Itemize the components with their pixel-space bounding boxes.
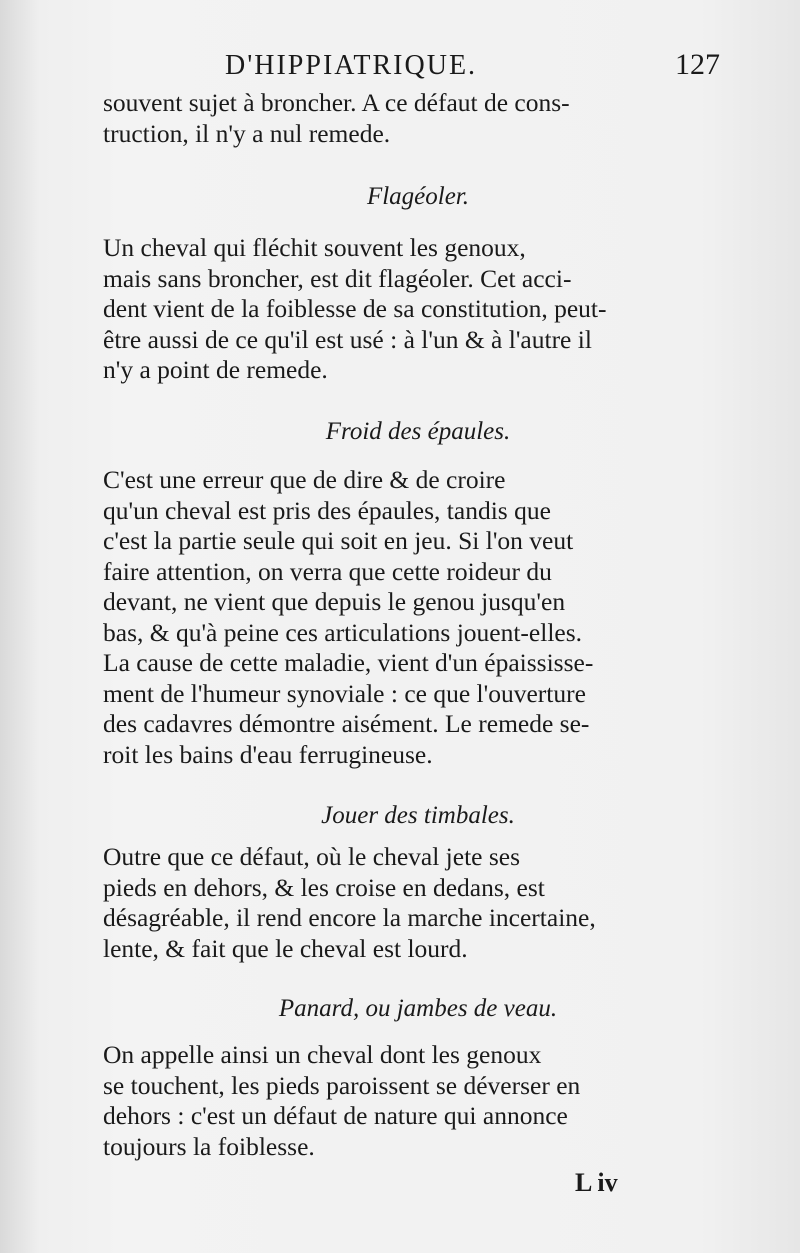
text-line: pieds en dehors, & les croise en dedans, est bbox=[103, 872, 545, 902]
text-line: souvent sujet à broncher. A ce défaut de cons- bbox=[103, 88, 570, 117]
text-line: être aussi de ce qu'il est usé : à l'un & à l'autre il bbox=[103, 324, 592, 354]
section-paragraph-froid-des-epaules bbox=[103, 465, 733, 770]
text-line: truction, il n'y a nul remede. bbox=[103, 118, 391, 148]
text-line: C'est une erreur que de dire & de croire bbox=[103, 465, 506, 494]
section-heading-panard: Panard, ou jambes de veau. bbox=[278, 995, 558, 1022]
text-line: c'est la partie seule qui soit en jeu. Si l'on veut bbox=[103, 526, 574, 555]
text-line: dehors : c'est un défaut de nature qui annonce bbox=[103, 1101, 568, 1130]
catchword: L iv bbox=[575, 1168, 618, 1197]
text-line: mais sans broncher, est dit flagéoler. Cet acci- bbox=[103, 263, 572, 293]
text-line: des cadavres démontre aisément. Le remede se- bbox=[103, 709, 590, 738]
text-line: n'y a point de remede. bbox=[103, 355, 328, 384]
text-line: se touchent, les pieds paroissent se déverser en bbox=[103, 1070, 581, 1100]
text-line: toujours la foiblesse. bbox=[103, 1131, 315, 1161]
text-line: désagréable, il rend encore la marche incertaine, bbox=[103, 903, 596, 932]
section-paragraph-jouer-des-timbales bbox=[103, 842, 733, 964]
text-line: lente, & fait que le cheval est lourd. bbox=[103, 933, 468, 963]
text-line: bas, & qu'à peine ces articulations jouent-elles. bbox=[103, 617, 583, 647]
text-line: devant, ne vient que depuis le genou jusqu'en bbox=[103, 587, 566, 616]
text-line: La cause de cette maladie, vient d'un épaississe- bbox=[103, 648, 594, 677]
text-line: ment de l'humeur synoviale : ce que l'ouverture bbox=[103, 678, 586, 708]
section-heading-flageoler: Flagéoler. bbox=[366, 183, 470, 210]
text-line: Un cheval qui fléchit souvent les genoux, bbox=[103, 233, 526, 262]
intro-paragraph bbox=[103, 88, 733, 149]
section-paragraph-panard bbox=[103, 1040, 733, 1162]
text-line: dent vient de la foiblesse de sa constitution, peut- bbox=[103, 294, 607, 323]
section-paragraph-flageoler bbox=[103, 233, 733, 386]
section-heading-froid-des-epaules: Froid des épaules. bbox=[325, 418, 511, 445]
section-heading-jouer-des-timbales: Jouer des timbales. bbox=[321, 802, 515, 829]
text-line: Outre que ce défaut, où le cheval jete ses bbox=[103, 842, 521, 871]
text-line: faire attention, on verra que cette roideur du bbox=[103, 556, 552, 586]
text-line: roit les bains d'eau ferrugineuse. bbox=[103, 739, 433, 769]
text-line: On appelle ainsi un cheval dont les genoux bbox=[103, 1040, 542, 1069]
running-title: D'HIPPIATRIQUE. bbox=[225, 50, 478, 81]
page-number: 127 bbox=[675, 48, 720, 81]
text-line: qu'un cheval est pris des épaules, tandis que bbox=[103, 495, 551, 525]
